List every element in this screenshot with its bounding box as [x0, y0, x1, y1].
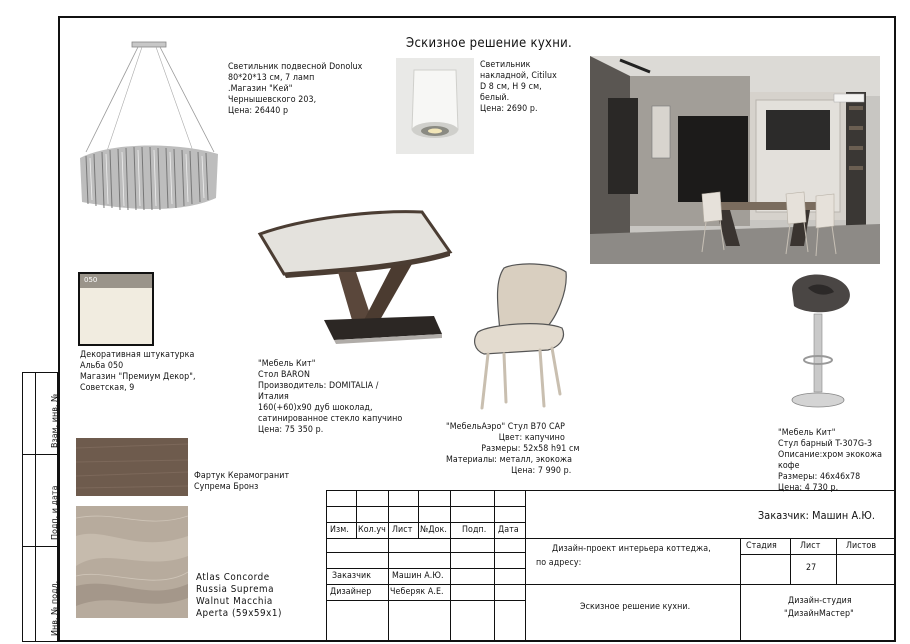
title-block [326, 490, 896, 642]
stamp-customer-top: Заказчик: Машин А.Ю. [758, 509, 876, 522]
stamp-designer-label: Дизайнер [330, 587, 372, 597]
ceiling-lamp-image [396, 58, 474, 154]
stamp-header-izm: Изм. [330, 525, 349, 535]
chair-description: "МебельАэро" Стул B70 CAP Цвет: капучино Размеры: 52x58 h91 см Материалы: металл, экокожа Цена: 7 990 р. [446, 422, 580, 476]
stamp-designer-name: Чеберяк А.Е. [390, 587, 444, 597]
stamp-customer-name: Машин А.Ю. [392, 571, 444, 581]
plaster-swatch [78, 272, 154, 346]
apron-tile-description: Фартук Керамогранит Супрема Бронз [194, 471, 290, 492]
pendant-lamp-image [76, 40, 222, 216]
side-stamp-label-sign: Подп. и дата [50, 485, 59, 540]
stamp-studio-line2: "ДизайнМастер" [784, 609, 854, 619]
ceiling-lamp-description: Светильник накладной, Citilux D 8 см, H 9 см, белый. Цена: 2690 р. [480, 60, 557, 114]
stamp-header-ndok: №Док. [420, 525, 448, 535]
stamp-col-sheets: Листов [846, 541, 877, 551]
stamp-header-koluch: Кол.уч [358, 525, 386, 535]
plaster-description: Декоративная штукатурка Альба 050 Магазин "Премиум Декор", Советская, 9 [80, 350, 196, 393]
floor-tile-description: Atlas Concorde Russia Suprema Walnut Macchia Aperta (59x59x1) [196, 572, 283, 619]
sheet-title: Эскизное решение кухни. [406, 36, 573, 51]
pendant-lamp-description: Светильник подвесной Donolux 80*20*13 см, 7 ламп .Магазин "Кей" Чернышевского 203, Цена: 26440 р [228, 62, 363, 116]
chair-image [470, 262, 574, 414]
stamp-sheet-number: 27 [806, 563, 817, 573]
floor-tile-swatch [76, 506, 188, 618]
bar-stool-description: "Мебель Кит" Стул барный T-307G-3 Описание:хром экокожа кофе Размеры: 46x46x78 Цена: 4 730 р. [778, 428, 883, 493]
kitchen-interior-photo [590, 56, 880, 264]
stamp-col-sheet: Лист [800, 541, 821, 551]
dining-table-description: "Мебель Кит" Стол BARON Производитель: DOMITALIA / Италия 160(+60)x90 дуб шоколад, сатинированное стекло капучино Цена: 75 350 р. [258, 359, 403, 435]
side-stamp-label-inv: Инв. № подл. [50, 580, 59, 636]
stamp-project-line1: Дизайн-проект интерьера коттеджа, [552, 544, 711, 554]
dining-table-image [254, 196, 454, 354]
stamp-header-list: Лист [392, 525, 413, 535]
stamp-sheet-title: Эскизное решение кухни. [580, 602, 691, 612]
apron-tile-swatch [76, 438, 188, 496]
stamp-col-stage: Стадия [746, 541, 777, 551]
stamp-header-podp: Подп. [462, 525, 487, 535]
side-stamp [22, 372, 58, 642]
stamp-studio-line1: Дизайн-студия [788, 596, 852, 606]
stamp-customer-label: Заказчик [332, 571, 372, 581]
side-stamp-label-replace: Взам. инв. № [50, 393, 59, 448]
stamp-project-line2: по адресу: [536, 558, 582, 568]
bar-stool-image [786, 272, 858, 414]
stamp-header-data: Дата [498, 525, 519, 535]
plaster-swatch-code: 050 [84, 276, 98, 284]
